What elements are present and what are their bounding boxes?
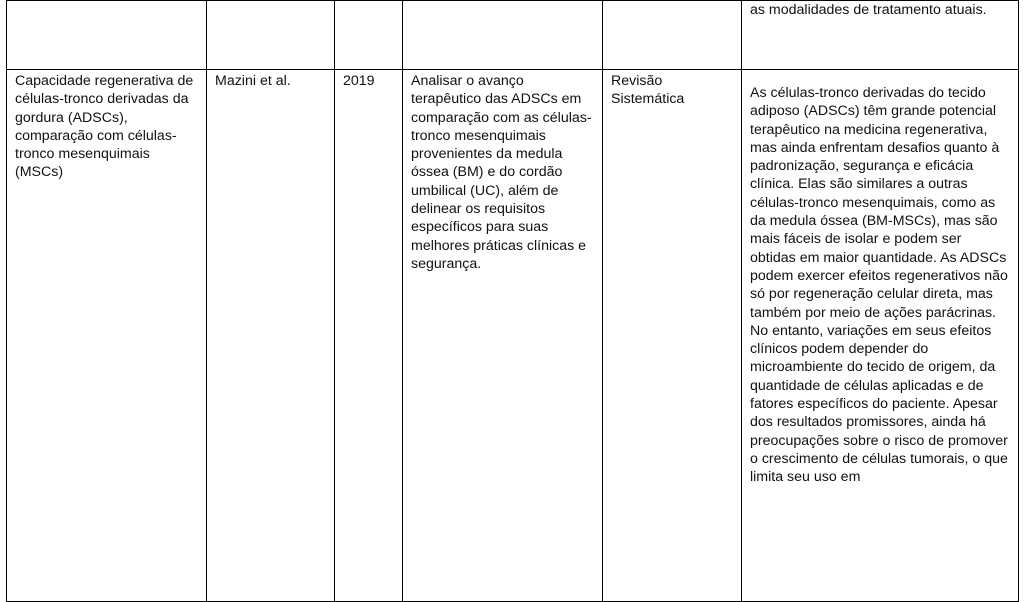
cell-objective	[403, 70, 603, 602]
results-text: As células-tronco derivadas do tecido adiposo (ADSCs) têm grande potencial terapêutico na medicina regenerativa, mas ainda enfrentam desafios quanto à padronização, segurança e eficácia clínica. Elas são similares a outras células-tronco mesenquimais, como as da medula óssea (BM-MSCs), mas são mais fáceis de isolar e podem ser obtidas em maior quantidade. As ADSCs podem exercer efeitos regenerativos não só por regeneração celular direta, mas também por meio de ações parácrinas. No entanto, variações em seus efeitos clínicos podem depender do microambiente do tecido de origem, da quantidade de células aplicadas e de fatores específicos do paciente. Apesar dos resultados promissores, ainda há preocupações sobre o risco de promover o crescimento de células tumorais, o que limita seu uso em	[750, 85, 1008, 486]
cell-study-type	[603, 70, 742, 602]
objective-text: Analisar o avanço terapêutico das ADSCs em comparação com as células-tronco mesenquimais provenientes da medula óssea (BM) e do cordão umbilical (UC), além de delinear os requisitos específicos para suas melhores práticas clínicas e segurança.	[411, 73, 592, 272]
studies-table	[6, 0, 1019, 602]
study-type-text: Revisão Sistemática	[611, 73, 685, 108]
cell-topic	[7, 70, 207, 602]
table-row-continued	[7, 1, 1019, 70]
cell-results-continued	[742, 1, 1019, 70]
table-row	[7, 70, 1019, 602]
cell-authors	[207, 70, 335, 602]
cell-year	[335, 70, 403, 602]
authors-text: Mazini et al.	[215, 73, 291, 89]
cell-topic-empty	[7, 1, 207, 70]
topic-text: Capacidade regenerativa de células-tronco derivadas da gordura (ADSCs), comparação com células-tronco mesenquimais (MSCs)	[15, 73, 194, 181]
year-text: 2019	[343, 73, 375, 89]
cell-type-empty	[603, 1, 742, 70]
cell-authors-empty	[207, 1, 335, 70]
cell-year-empty	[335, 1, 403, 70]
results-continued-text: as modalidades de tratamento atuais.	[750, 2, 987, 18]
cell-objective-empty	[403, 1, 603, 70]
cell-results	[742, 70, 1019, 602]
